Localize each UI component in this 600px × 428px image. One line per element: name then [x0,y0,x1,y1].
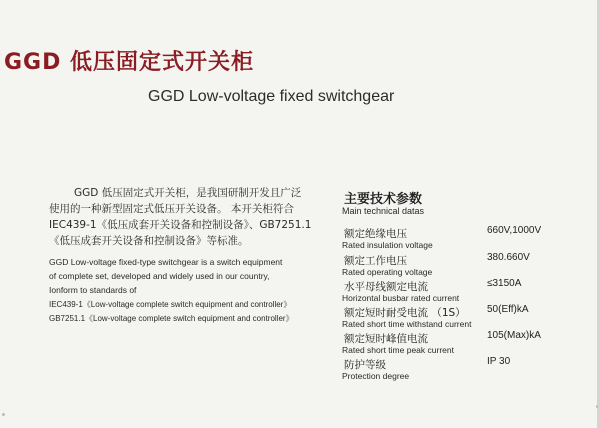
spec-label-en: Protection degree [342,371,410,381]
spec-label-cn: 水平母线额定电流 [344,281,428,293]
spec-value: IP 30 [487,356,511,367]
spec-label-cn: 额定短时峰值电流 [344,333,428,345]
intro-cn-line: 《低压成套开关设备和控制设备》等标准。 [49,235,249,247]
intro-cn-line: IEC439-1《低压成套开关设备和控制设备》、GB7251.1 [49,219,312,231]
spec-label-en: Rated operating voltage [342,267,433,277]
title-english: GGD Low-voltage fixed switchgear [148,88,395,105]
spec-label-cn: 额定绝缘电压 [344,228,407,240]
spec-value: 380.660V [487,252,530,263]
intro-cn-line: 使用的一种新型固定式低压开关设备。 本开关柜符合 [49,203,294,215]
intro-en-line: IEC439-1《Low-voltage complete switch equipment and controller》 [49,300,292,309]
spec-label-cn: 额定工作电压 [344,255,407,267]
intro-en-line: GB7251.1《Low-voltage complete switch equipment and controller》 [49,314,294,323]
spec-value: ≤3150A [487,278,522,289]
spec-label-en: Rated insulation voltage [342,240,433,250]
spec-value: 50(Eff)kA [487,304,529,315]
spec-label-en: Rated short time withstand current [342,319,472,329]
spec-label-en: Horizontal busbar rated current [342,293,460,303]
specs-heading-chinese: 主要技术参数 [344,192,423,207]
intro-en-line: of complete set, developed and widely used in our country, [49,271,270,281]
scan-speck [2,413,5,416]
spec-label-cn: 防护等级 [344,359,386,371]
title-chinese: GGD 低压固定式开关柜 [4,50,255,75]
intro-en-line: Ionform to standards of [49,285,137,295]
scan-speck [596,405,598,408]
spec-label-en: Rated short time peak current [342,345,454,355]
spec-value: 105(Max)kA [487,330,541,341]
intro-en-line: GGD Low-voltage fixed-type switchgear is a switch equipment [49,257,283,267]
intro-cn-line: GGD 低压固定式开关柜，是我国研制开发且广泛 [74,187,302,199]
specs-heading-english: Main technical datas [342,206,425,216]
spec-label-cn: 额定短时耐受电流 （1S） [344,307,466,319]
spec-value: 660V,1000V [487,225,542,236]
